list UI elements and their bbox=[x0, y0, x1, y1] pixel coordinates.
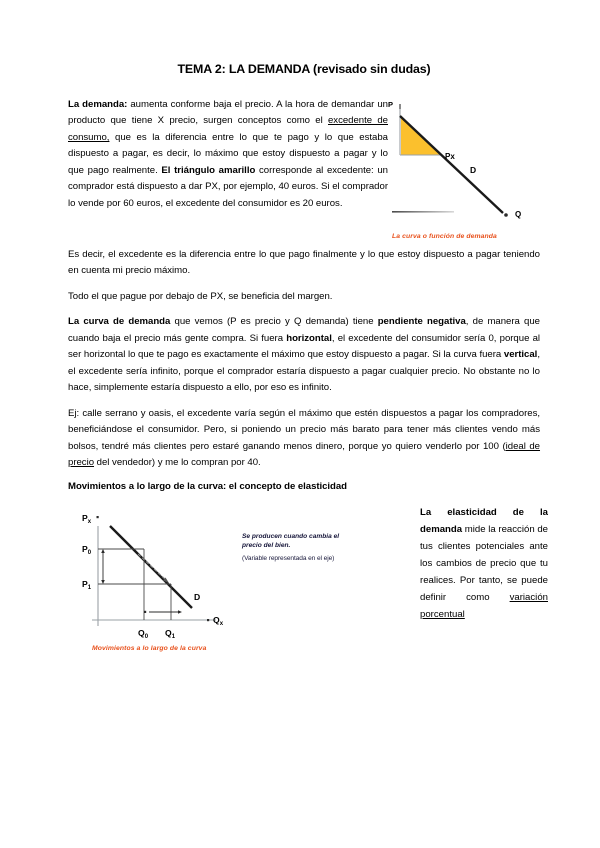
paragraph-demanda-part-b: que es la diferencia entre lo que te pago y lo que estaba dispuesto a pagar, es decir, lo máximo que estoy dispuesto a pagar y lo que pago realmente. bbox=[68, 131, 388, 176]
figure1-x-axis-label: Q bbox=[515, 209, 522, 219]
figure2-caption: Movimientos a lo largo de la curva bbox=[92, 644, 207, 652]
paragraph-ejemplo bbox=[68, 406, 540, 472]
term-ideal-de-precio: ideal de precio bbox=[68, 440, 541, 469]
figure1-x-axis bbox=[392, 211, 454, 213]
figure2-y-axis-label: $P_x$ bbox=[82, 512, 92, 525]
figure2-label-q0: $Q_0$ bbox=[138, 627, 149, 640]
term-pendiente-negativa: pendiente negativa bbox=[377, 316, 466, 328]
figure1-curve-endpoint bbox=[504, 213, 508, 217]
paragraph-margen: Todo el que pague por debajo de PX, se beneficia del margen. bbox=[68, 290, 333, 302]
figure2-curve-label-d: D bbox=[194, 591, 201, 602]
figure2-price-arrow-head-up bbox=[101, 549, 105, 553]
figure2-label-q1: $Q_1$ bbox=[165, 627, 176, 640]
term-excedente-de-consumo: excedente de consumo, bbox=[68, 115, 388, 143]
figure1-point-label-px: Px bbox=[445, 151, 455, 161]
figure2-x-axis-endpoint bbox=[207, 619, 209, 621]
elasticity-text-column bbox=[420, 504, 548, 623]
paragraph-curva-part-c: , el excedente del consumidor sería 0, porque al ser horizontal lo que te pago es exactamente el máximo que estoy dispuesto a pagar. Si la curva fuera bbox=[68, 332, 540, 361]
figure2-note-line-2: precio del bien. bbox=[242, 542, 291, 550]
figure2-movement-arrow bbox=[138, 554, 166, 580]
elasticity-text-body: mide la reacción de tus clientes potenciales ante los cambios de precio que tu realices. Por tanto, se puede definir como bbox=[420, 523, 548, 604]
term-horizontal: horizontal bbox=[286, 332, 332, 344]
paragraph-demanda bbox=[68, 97, 388, 213]
figure2-demand-line bbox=[110, 526, 192, 608]
section-heading-movimientos: Movimientos a lo largo de la curva: el concepto de elasticidad bbox=[68, 480, 347, 492]
figure1-y-axis-label: P bbox=[388, 99, 394, 109]
figure2-note-box bbox=[242, 532, 370, 563]
figure2-note-line-3: (Variable representada en el eje) bbox=[242, 554, 335, 562]
paragraph-curva-part-d: , el excedente sería infinito, porque el comprador estaría dispuesto a pagar cualquier precio. No obstante no lo hace, simplemente estaría dispuesto a ello, por eso es infinito. bbox=[68, 349, 540, 394]
paragraph-ejemplo-part-a: Ej: calle serrano y oasis, el excedente varía según el máximo que estén dispuestos a pagar los compradores, beneficiándose el consumidor. Pero, si poniendo un precio más barato para tener más clientes vendo más bolsos, tendré más clientes pero estaré ganando menos dinero, porque yo quiero venderlo por 100 ( bbox=[68, 407, 540, 452]
figure2-x-axis-label: $Q_x$ bbox=[213, 614, 224, 627]
figure1-curve-label-d: D bbox=[470, 164, 477, 175]
figure-demand-curve-svg bbox=[378, 95, 548, 243]
paragraph-demanda-lead: La demanda: bbox=[68, 98, 128, 110]
term-triangulo-amarillo: El triángulo amarillo bbox=[161, 164, 256, 176]
paragraph-curva-part-a: que vemos (P es precio y Q demanda) tiene bbox=[170, 316, 378, 328]
figure2-price-arrow-head-down bbox=[101, 580, 105, 584]
intro-text-column bbox=[68, 97, 388, 213]
page-title: TEMA 2: LA DEMANDA (revisado sin dudas) bbox=[177, 62, 431, 76]
figure2-y-axis-tick bbox=[97, 516, 99, 518]
figure2-label-p1: $P_1$ bbox=[82, 578, 92, 591]
paragraph-demanda-part-a: aumenta conforme baja el precio. A la hora de demandar un producto que tiene X precio, surgen conceptos como el bbox=[68, 98, 388, 127]
term-variacion-porcentual: variación porcentual bbox=[420, 592, 548, 621]
figure2-label-p0: $P_0$ bbox=[82, 543, 92, 556]
term-curva-de-demanda: La curva de demanda bbox=[68, 316, 171, 328]
paragraph-curva-de-demanda bbox=[68, 314, 540, 397]
paragraph-es-decir: Es decir, el excedente es la diferencia entre lo que pago finalmente y lo que estoy dispuesto a pagar teniendo en cuenta mi precio máximo. bbox=[68, 248, 540, 277]
paragraph-demanda-part-c: corresponde al excedente: un comprador está dispuesto a dar PX, por ejemplo, 40 euros. Si el comprador lo vende por 60 euros, el excedente del consumidor es 20 euros. bbox=[68, 164, 388, 209]
term-elasticidad-de-la-demanda: La elasticidad de la demanda bbox=[420, 506, 548, 535]
paragraph-curva-part-b: , de manera que cuando baja el precio más gente compra. Si fuera bbox=[68, 316, 540, 344]
paragraph-ejemplo-part-b: del vendedor) y me lo compran por 40. bbox=[94, 457, 261, 469]
figure-movements-svg bbox=[70, 508, 270, 658]
figure2-quantity-arrow-origin bbox=[144, 611, 146, 613]
figure-movements-along-curve bbox=[70, 508, 400, 678]
elasticity-section bbox=[68, 506, 548, 698]
term-vertical: vertical bbox=[503, 349, 538, 361]
intro-section bbox=[68, 97, 540, 247]
figure2-quantity-arrow-head bbox=[178, 610, 182, 614]
figure1-demand-line bbox=[400, 116, 503, 213]
figure-demand-curve bbox=[378, 95, 548, 243]
figure2-note-line-1: Se producen cuando cambia el bbox=[242, 532, 340, 540]
figure1-caption: La curva o función de demanda bbox=[392, 232, 497, 240]
